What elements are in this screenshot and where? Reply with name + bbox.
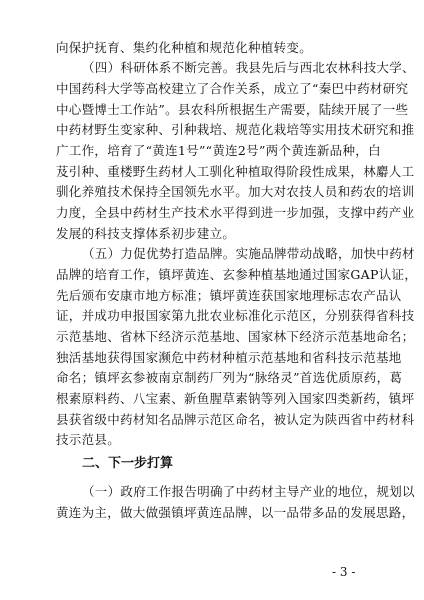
text-line: 广工作，培育了“黄连1号”“黄连2号”两个黄连新品种，白 bbox=[56, 143, 381, 158]
text-line: 品牌的培育工作，镇坪黄连、玄参种植基地通过国家GAP认证， bbox=[56, 267, 418, 282]
text-line: 向保护抚育、集约化种植和规范化种植转变。 bbox=[56, 40, 313, 55]
text-line: 中药材野生变家种、引种栽培、规范化栽培等实用技术研究和推 bbox=[56, 122, 415, 137]
text-line: 中国药科大学等高校建立了合作关系，成立了“秦巴中药材研究 bbox=[56, 81, 409, 96]
text-line: 发展的科技支撑体系初步建立。 bbox=[56, 226, 236, 241]
text-line: 中心暨博士工作站”。县农科所根据生产需要，陆续开展了一些 bbox=[56, 102, 409, 117]
text-line: 县获省级中药材知名品牌示范区命名，被认定为陕西省中药材科 bbox=[56, 412, 415, 427]
section-heading: 二、下一步打算 bbox=[82, 456, 174, 471]
text-line: 独活基地获得国家濒危中药材种植示范基地和省科技示范基地 bbox=[56, 350, 402, 365]
text-line: 芨引种、重楼野生药材人工驯化种植取得阶段性成果，林麝人工 bbox=[56, 164, 415, 179]
text-line: 先后颁布安康市地方标准；镇坪黄连获国家地理标志农产品认 bbox=[56, 288, 402, 303]
text-line: （一）政府工作报告明确了中药材主导产业的地位，规划以 bbox=[82, 484, 415, 499]
page-number: - 3 - bbox=[332, 565, 356, 579]
text-line: （五）力促优势打造品牌。实施品牌带动战略，加快中药材 bbox=[82, 246, 415, 261]
text-line: 黄连为主，做大做强镇坪黄连品牌，以一品带多品的发展思路， bbox=[56, 505, 415, 520]
text-line: （四）科研体系不断完善。我县先后与西北农林科技大学、 bbox=[82, 60, 415, 75]
text-line: 技示范县。 bbox=[56, 432, 121, 447]
text-line: 示范基地、省林下经济示范基地、国家林下经济示范基地命名； bbox=[56, 329, 415, 344]
text-line: 驯化养殖技术保持全国领先水平。加大对农技人员和药农的培训 bbox=[56, 184, 415, 199]
text-line: 力度，全县中药材生产技术水平得到进一步加强，支撑中药产业 bbox=[56, 205, 415, 220]
text-line: 根素原料药、八宝素、新鱼腥草素钠等列入国家四类新药，镇坪 bbox=[56, 391, 415, 406]
text-line: 证，并成功申报国家第九批农业标准化示范区，分别获得省科技 bbox=[56, 308, 415, 323]
text-line: 命名；镇坪玄参被南京制药厂列为“脉络灵”首选优质原药，葛 bbox=[56, 370, 403, 385]
